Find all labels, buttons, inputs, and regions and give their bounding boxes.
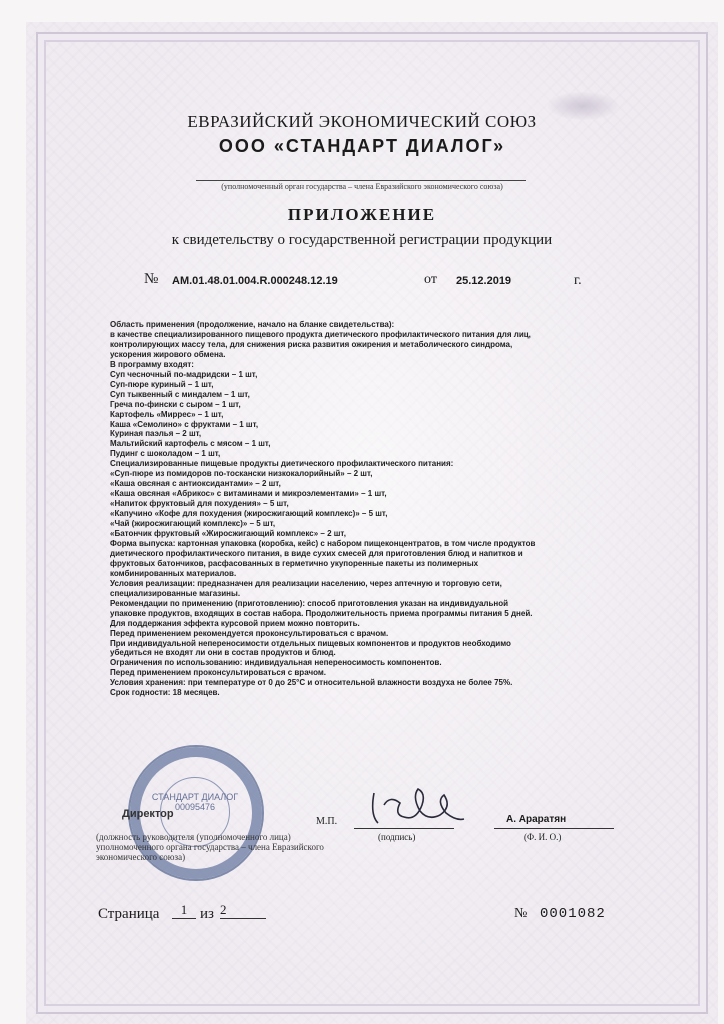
- role-caption: (должность руководителя (уполномоченного лица) уполномоченного органа государства – члена Евразийского экономического союза): [96, 832, 324, 862]
- body-line: Условия хранения: при температуре от 0 до 25°С и относительной влажности воздуха не более 75%.: [110, 678, 513, 688]
- year-suffix: г.: [574, 273, 582, 288]
- body-line: контролирующих массу тела, для снижения риска развития ожирения и метаболического синдрома,: [110, 339, 513, 349]
- body-line: «Чай (жиросжигающий комплекс)» – 5 шт,: [110, 519, 276, 529]
- name-caption: (Ф. И. О.): [524, 832, 562, 842]
- authority-note: (уполномоченный орган государства – члена Евразийского экономического союза): [221, 182, 503, 191]
- body-line: При индивидуальной непереносимости отдельных пищевых компонентов и продуктов необходимо: [110, 638, 511, 648]
- page-total: 2: [220, 902, 266, 919]
- body-line: Суп-пюре куриный – 1 шт,: [110, 379, 214, 389]
- body-line: в качестве специализированного пищевого продукта диетического профилактического питания для лиц,: [110, 329, 531, 339]
- body-line: Условия реализации: предназначен для реализации населению, через аптечную и торговую сети,: [110, 578, 502, 588]
- body-line: диетического профилактического питания, в виде сухих смесей для приготовления блюд и напитков и: [110, 548, 523, 558]
- body-line: Греча по-фински с сыром – 1 шт,: [110, 399, 241, 409]
- certificate-date-label: от: [424, 272, 437, 287]
- document-title: ПРИЛОЖЕНИЕ: [287, 205, 437, 224]
- body-line: комбинированных материалов.: [110, 568, 237, 578]
- body-line: Рекомендации по применению (приготовлению): способ приготовления указан на индивидуальной: [110, 598, 509, 608]
- body-line: Суп тыквенный с миндалем – 1 шт,: [110, 389, 250, 399]
- signer-name: А. Араратян: [506, 814, 567, 825]
- signature-graphic: [360, 775, 470, 835]
- body-line: Для поддержания эффекта курсовой прием можно повторить.: [110, 618, 360, 628]
- authority-underline: [196, 180, 526, 181]
- page-number: 1: [172, 902, 196, 919]
- body-line: Область применения (продолжение, начало на бланке свидетельства):: [110, 320, 395, 329]
- page-label: Страница: [98, 906, 160, 922]
- stamp-code: 00095476: [174, 802, 216, 812]
- body-line: «Капучино «Кофе для похудения (жиросжигающий комплекс)» – 5 шт,: [110, 509, 388, 519]
- body-line: Каша «Семолино» с фруктами – 1 шт,: [110, 419, 259, 429]
- body-line: ускорения жирового обмена.: [110, 349, 226, 359]
- body-line: Перед применением рекомендуется проконсультироваться с врачом.: [110, 628, 389, 638]
- body-line: убедиться не входят ли они в состав продуктов и блюд.: [110, 648, 336, 658]
- document-subtitle: к свидетельству о государственной регистрации продукции: [171, 232, 553, 248]
- name-line: [494, 828, 614, 829]
- body-line: «Суп-пюре из помидоров по-тоскански низкокалорийный» – 2 шт,: [110, 469, 373, 479]
- body-line: Специализированные пищевые продукты диетического профилактического питания:: [110, 459, 454, 469]
- director-title: Директор: [122, 808, 174, 820]
- page-of-label: из: [200, 906, 214, 922]
- certificate-date: 25.12.2019: [456, 275, 512, 287]
- body-line: Куриная паэлья – 2 шт,: [110, 429, 202, 439]
- signature-caption: (подпись): [378, 832, 416, 842]
- seal-place-label: М.П.: [316, 816, 338, 827]
- application-body: [110, 320, 588, 698]
- certificate-number-label: №: [144, 271, 159, 287]
- body-line: Перед применением проконсультироваться с врачом.: [110, 668, 327, 678]
- body-line: Ограничения по использованию: индивидуальная непереносимость компонентов.: [110, 658, 442, 668]
- union-title: ЕВРАЗИЙСКИЙ ЭКОНОМИЧЕСКИЙ СОЮЗ: [187, 112, 537, 131]
- body-line: Пудинг с шоколадом – 1 шт,: [110, 449, 221, 459]
- body-line: фруктовых батончиков, расфасованных в герметично укупоренные пакеты из полимерных: [110, 558, 479, 568]
- body-line: В программу входят:: [110, 359, 194, 369]
- body-line: «Напиток фруктовый для похудения» – 5 шт,: [110, 499, 289, 509]
- body-line: «Каша овсяная с антиоксидантами» – 2 шт,: [110, 479, 281, 489]
- signature-line: [354, 828, 454, 829]
- body-line: упаковке продуктов, входящих в состав набора. Продолжительность приема программы питания 5 дней.: [110, 608, 533, 618]
- body-line: «Каша овсяная «Абрикос» с витаминами и микроэлементами» – 1 шт,: [110, 489, 387, 499]
- certificate-number: AM.01.48.01.004.R.000248.12.19: [172, 275, 338, 287]
- body-line: Суп чесночный по-мадридски – 1 шт,: [110, 369, 258, 379]
- body-line: Мальтийский картофель с мясом – 1 шт,: [110, 439, 271, 449]
- body-line: специализированные магазины.: [110, 588, 241, 598]
- body-line: Картофель «Миррес» – 1 шт,: [110, 409, 224, 419]
- stamp-company: СТАНДАРТ ДИАЛОГ: [151, 792, 239, 802]
- body-line: Форма выпуска: картонная упаковка (коробка, кейс) с набором пищеконцентратов, в том числе продуктов: [110, 538, 536, 548]
- serial-number: 0001082: [540, 906, 606, 922]
- body-line: Срок годности: 18 месяцев.: [110, 688, 220, 698]
- serial-label: №: [514, 906, 528, 921]
- body-line: «Батончик фруктовый «Жиросжигающий комплекс» – 2 шт,: [110, 529, 346, 539]
- organization-name: ООО «СТАНДАРТ ДИАЛОГ»: [218, 136, 506, 156]
